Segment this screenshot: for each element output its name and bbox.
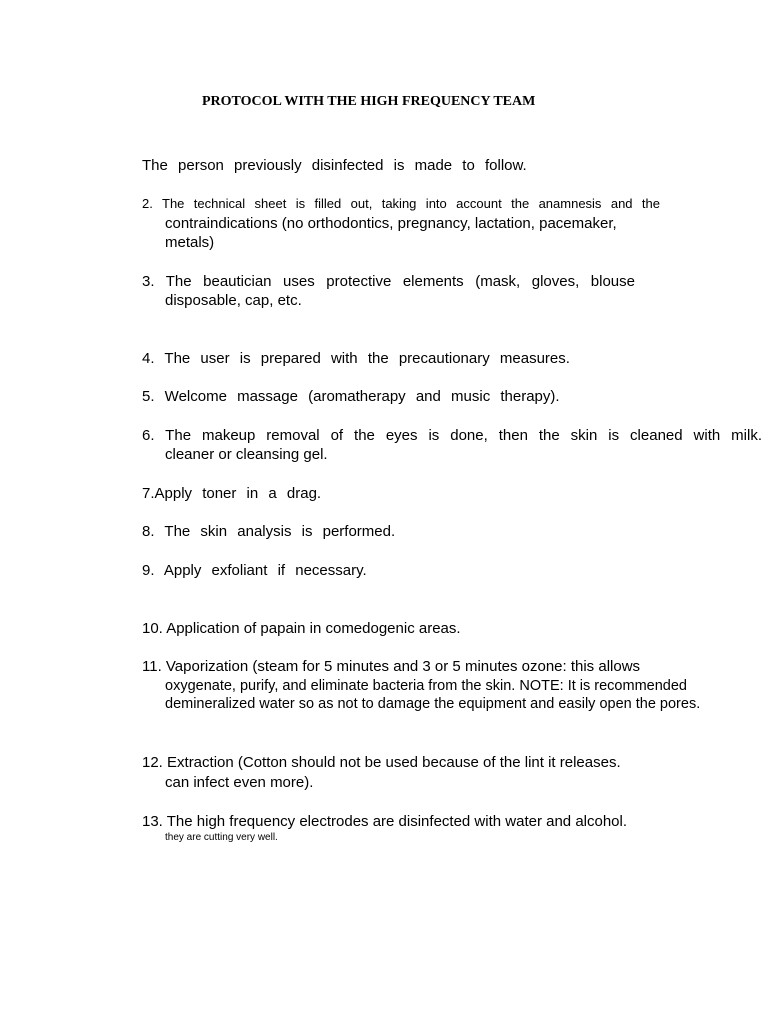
item-10: 10. Application of papain in comedogenic areas. [142, 620, 461, 637]
item-12-line-2: can infect even more). [165, 774, 314, 791]
item-3-line-1: 3. The beautician uses protective elements (mask, gloves, blouse [142, 273, 635, 290]
item-11-line-1: 11. Vaporization (steam for 5 minutes and 3 or 5 minutes ozone: this allows [142, 658, 641, 675]
item-6-line-1: 6. The makeup removal of the eyes is done, then the skin is cleaned with milk. [142, 427, 762, 444]
item-2-line-2: contraindications (no orthodontics, pregnancy, lactation, pacemaker, [165, 215, 617, 232]
item-6-line-2: cleaner or cleansing gel. [165, 446, 328, 463]
item-5: 5. Welcome massage (aromatherapy and music therapy). [142, 388, 560, 405]
item-9: 9. Apply exfoliant if necessary. [142, 562, 367, 579]
item-2-line-3: metals) [165, 234, 215, 251]
item-13-line-1: 13. The high frequency electrodes are disinfected with water and alcohol. [142, 813, 628, 830]
item-7: 7.Apply toner in a drag. [142, 485, 322, 502]
item-8: 8. The skin analysis is performed. [142, 523, 396, 540]
item-11-line-2: oxygenate, purify, and eliminate bacteria from the skin. NOTE: It is recommended [165, 678, 687, 694]
document-title: PROTOCOL WITH THE HIGH FREQUENCY TEAM [202, 94, 536, 109]
item-1: The person previously disinfected is made to follow. [142, 157, 527, 174]
item-12-line-1: 12. Extraction (Cotton should not be used because of the lint it releases. [142, 754, 621, 771]
item-3-line-2: disposable, cap, etc. [165, 292, 302, 309]
item-11-line-3: demineralized water so as not to damage the equipment and easily open the pores. [165, 696, 701, 712]
item-13-line-2: they are cutting very well. [165, 832, 278, 843]
item-4: 4. The user is prepared with the precautionary measures. [142, 350, 570, 367]
item-2-line-1: 2. The technical sheet is filled out, taking into account the anamnesis and the [142, 196, 660, 211]
